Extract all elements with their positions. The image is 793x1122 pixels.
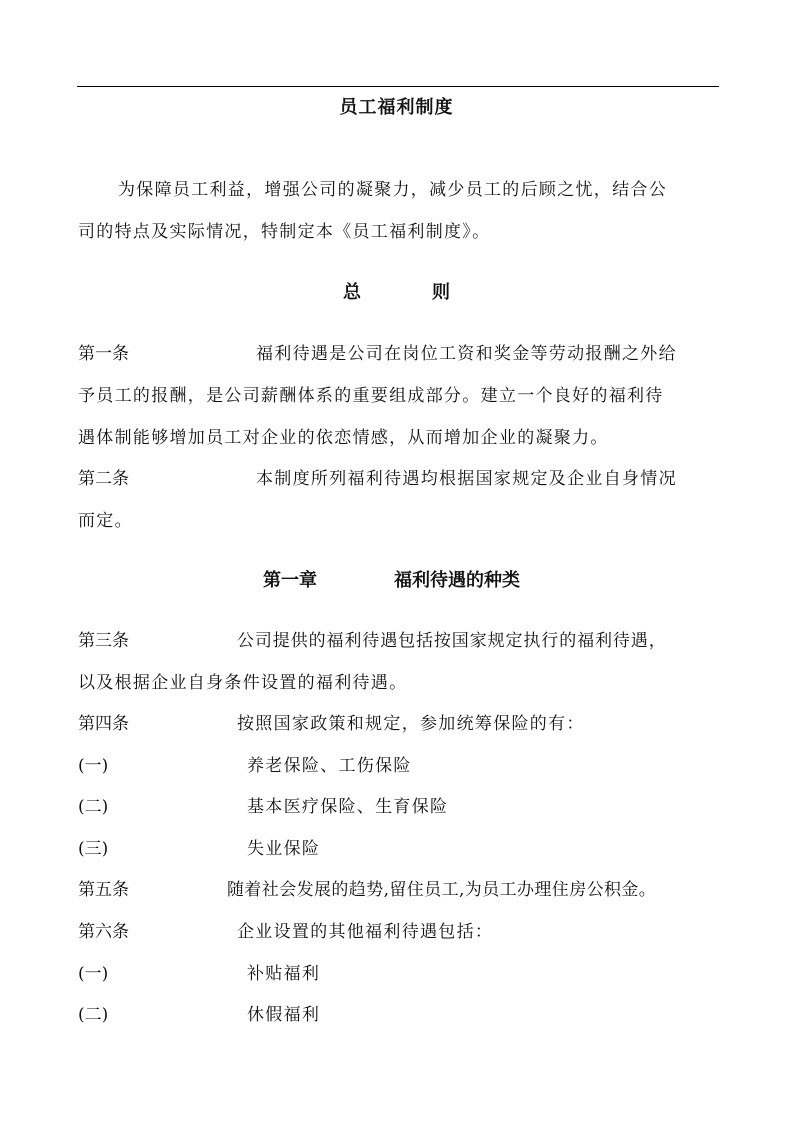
article-2-line-2: 而定。 <box>78 511 133 531</box>
chapter-1-name: 福利待遇的种类 <box>394 570 520 591</box>
general-heading <box>0 279 793 307</box>
intro-line-2: 司的特点及实际情况，特制定本《员工福利制度》。 <box>78 222 491 242</box>
article-5-label: 第五条 <box>78 880 129 900</box>
general-heading-right: 则 <box>432 282 450 303</box>
chapter-1-heading <box>0 567 793 595</box>
intro-line-1: 为保障员工利益，增强公司的凝聚力，减少员工的后顾之忧，结合公 <box>118 180 667 200</box>
article-2-label: 第二条 <box>78 469 129 489</box>
article-4-item-1-label: (一) <box>78 756 109 776</box>
general-heading-left: 总 <box>343 282 361 303</box>
article-6-item-2-text: 休假福利 <box>247 1005 321 1025</box>
article-6-item-2-label: (二) <box>78 1005 109 1025</box>
article-4-label: 第四条 <box>78 714 129 734</box>
article-6-item-1-label: (一) <box>78 964 109 984</box>
article-4-text: 按照国家政策和规定，参加统筹保险的有： <box>237 714 585 734</box>
document-title: 员工福利制度 <box>339 97 454 118</box>
article-6-label: 第六条 <box>78 922 129 942</box>
article-3-label: 第三条 <box>78 631 129 651</box>
article-4-item-3-text: 失业保险 <box>247 839 321 859</box>
article-1-line-3: 遇体制能够增加员工对企业的依恋情感，从而增加企业的凝聚力。 <box>78 428 609 448</box>
article-6-text: 企业设置的其他福利待遇包括： <box>237 922 494 942</box>
article-2-line-1: 本制度所列福利待遇均根据国家规定及企业自身情况 <box>256 469 677 489</box>
article-6-item-1-text: 补贴福利 <box>247 964 321 984</box>
header-rule <box>77 86 719 87</box>
article-5-text: 随着社会发展的趋势,留住员工,为员工办理住房公积金。 <box>227 880 657 900</box>
article-4-item-2-text: 基本医疗保险、生育保险 <box>247 797 449 817</box>
chapter-1-number: 第一章 <box>263 570 317 591</box>
article-3-line-1: 公司提供的福利待遇包括按国家规定执行的福利待遇， <box>237 631 667 651</box>
article-4-item-3-label: (三) <box>78 839 109 859</box>
article-1-line-1: 福利待遇是公司在岗位工资和奖金等劳动报酬之外给 <box>256 344 677 364</box>
article-1-label: 第一条 <box>78 344 129 364</box>
article-4-item-1-text: 养老保险、工伤保险 <box>247 756 412 776</box>
article-4-item-2-label: (二) <box>78 797 109 817</box>
article-1-line-2: 予员工的报酬，是公司薪酬体系的重要组成部分。建立一个良好的福利待 <box>78 386 664 406</box>
article-3-line-2: 以及根据企业自身条件设置的福利待遇。 <box>78 673 408 693</box>
